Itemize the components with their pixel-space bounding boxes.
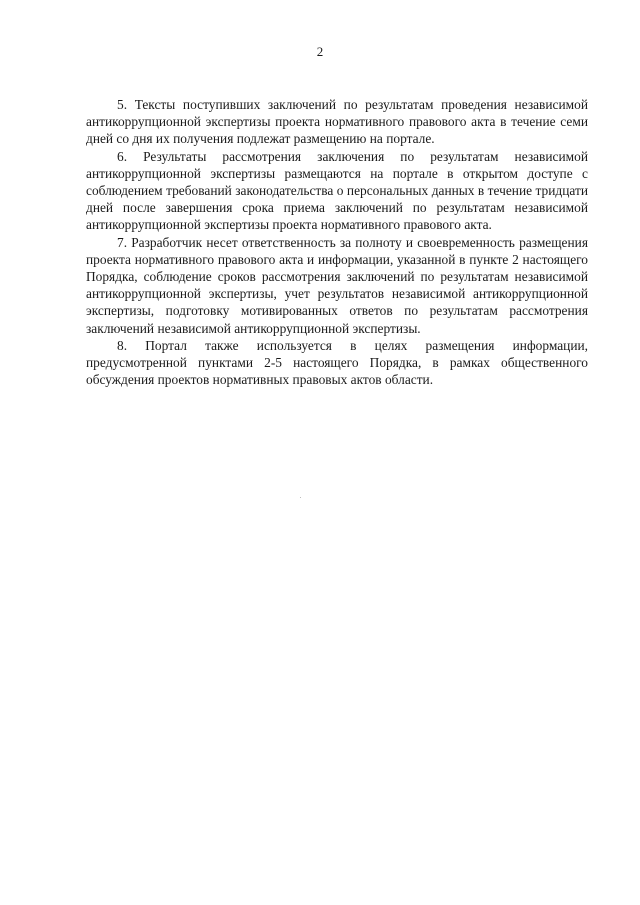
page-number: 2 [316, 44, 324, 59]
paragraph-5: 5. Тексты поступивших заключений по результатам проведения независимой антикоррупционной экспертизы проекта нормативного правового акта в течение семи дней со дня их получения подлежат размещению на портале. [86, 97, 588, 147]
paragraph-6: 6. Результаты рассмотрения заключения по результатам независимой антикоррупционной экспертизы размещаются на портале в открытом доступе с соблюдением требований законодательства о персональных данных в течение тридцати дней после завершения срока приема заключений по результатам независимой антикоррупционной экспертизы проекта нормативного правового акта. [86, 148, 588, 233]
paragraph-7: 7. Разработчик несет ответственность за полноту и своевременность размещения проекта нормативного правового акта и информации, указанной в пункте 2 настоящего Порядка, соблюдение сроков рассмотрения заключений по результатам независимой антикоррупционной экспертизы, учет результатов независимой антикоррупционной экспертизы, подготовку мотивированных ответов по результатам рассмотрения заключений независимой антикоррупционной экспертизы. [86, 234, 588, 336]
document-body [86, 96, 588, 388]
scan-speck [300, 497, 301, 498]
paragraph-8: 8. Портал также используется в целях размещения информации, предусмотренной пунктами 2-5 настоящего Порядка, в рамках общественного обсуждения проектов нормативных правовых актов области. [86, 337, 588, 388]
